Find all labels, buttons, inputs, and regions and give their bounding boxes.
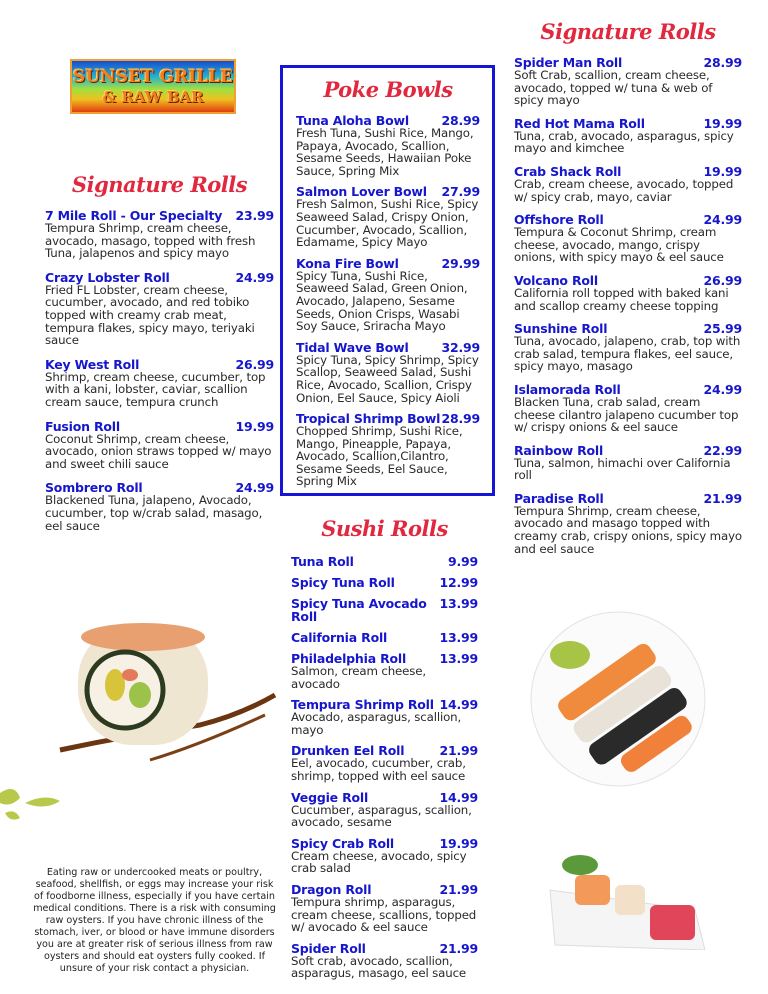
menu-item-description: Tuna, salmon, himachi over California roll: [514, 455, 731, 483]
menu-item-price: 19.99: [439, 835, 478, 851]
menu-item-description: Blacken Tuna, crab salad, cream cheese cilantro jalapeno cucumber top w/ crispy onions & eel sauce: [514, 394, 739, 435]
menu-item-price: 21.99: [439, 881, 478, 897]
menu-item: [514, 56, 742, 107]
menu-item-name: Paradise Roll: [514, 490, 604, 506]
menu-item-header: [291, 555, 478, 568]
menu-item-description: Tempura Shrimp, cream cheese, avocado, masago, topped with fresh Tuna, jalapenos and spicy mayo: [45, 221, 256, 261]
menu-item-name: Kona Fire Bowl: [296, 255, 399, 271]
menu-item-description: Soft crab, avocado, scallion, asparagus, masago, eel sauce: [291, 953, 467, 981]
menu-item-price: 9.99: [447, 554, 478, 569]
menu-item-name: 7 Mile Roll - Our Specialty: [45, 208, 223, 223]
menu-item-price: 12.99: [439, 575, 478, 590]
menu-item-price: 24.99: [235, 269, 274, 285]
menu-item-price: 21.99: [439, 940, 478, 956]
menu-item-header: [514, 383, 742, 396]
menu-item: [45, 209, 274, 260]
menu-item-price: 23.99: [235, 208, 274, 223]
menu-item-price: 21.99: [439, 743, 478, 759]
menu-item-description: Tempura & Coconut Shrimp, cream cheese, avocado, mango, crispy onions, with spicy mayo & eel sauce: [514, 225, 724, 265]
menu-item: [45, 420, 274, 471]
menu-item-header: [45, 358, 274, 371]
menu-item-price: 27.99: [441, 184, 480, 200]
menu-item-name: Fusion Roll: [45, 418, 120, 434]
menu-item-name: Drunken Eel Roll: [291, 743, 405, 759]
poke-bowls-section: [280, 65, 495, 496]
menu-item-description: Coconut Shrimp, cream cheese, avocado, onion straws topped w/ mayo and sweet chili sauce: [45, 431, 272, 471]
leaf-garnish-image: [0, 783, 70, 823]
menu-item-header: [291, 791, 478, 804]
menu-item-description: Spicy Tuna, Spicy Shrimp, Spicy Scallop, Seaweed Salad, Sushi Rice, Avocado, Scallion, Crispy Onion, Eel Sauce, Spicy Aioli: [296, 352, 479, 405]
menu-item-description: Tempura Shrimp, cream cheese, avocado and masago topped with creamy crab, crispy onions, spicy mayo and eel sauce: [514, 503, 742, 556]
menu-item: [45, 481, 274, 532]
menu-item: [291, 631, 478, 644]
menu-item-description: Soft Crab, scallion, cream cheese, avocado, topped w/ tuna & web of spicy mayo: [514, 68, 713, 108]
menu-item-price: 13.99: [439, 651, 478, 666]
signature-rolls-left-section: [45, 172, 274, 543]
menu-item-price: 28.99: [441, 113, 480, 128]
menu-item: [291, 791, 478, 829]
menu-item-description: Fresh Tuna, Sushi Rice, Mango, Papaya, Avocado, Scallion, Sesame Seeds, Hawaiian Poke Sauce, Spring Mix: [296, 126, 474, 178]
menu-item-description: Cucumber, asparagus, scallion, avocado, sesame: [291, 802, 472, 830]
menu-item-header: [291, 597, 478, 623]
logo-line-2: & RAW BAR: [102, 87, 204, 106]
menu-item-price: 26.99: [235, 356, 274, 372]
menu-item-name: Spider Man Roll: [514, 55, 623, 70]
section-heading: Signature Rolls: [540, 19, 716, 44]
menu-item-name: Crazy Lobster Roll: [45, 269, 170, 285]
menu-item-header: [291, 576, 478, 589]
menu-item-description: Shrimp, cream cheese, cucumber, top with a kani, lobster, caviar, scallion cream sauce, tempura crunch: [45, 369, 266, 409]
menu-item-header: [291, 942, 478, 955]
menu-item: [291, 942, 478, 980]
menu-item: [291, 698, 478, 736]
menu-item: [514, 492, 742, 555]
menu-item: [296, 341, 480, 404]
restaurant-logo: [70, 59, 236, 114]
food-safety-disclaimer: Eating raw or undercooked meats or poultry, seafood, shellfish, or eggs may increase your risk of foodborne illness, especially if you have certain medical conditions. There is a risk with consuming raw oysters. If you have chronic illness of the stomach, iver, or blood or have immune disorders you are at greater risk of serious illness from raw oysters and should eat oysters fully cooked. If unsure of your risk contact a physician.: [33, 867, 276, 974]
menu-item-name: Tuna Aloha Bowl: [296, 113, 409, 128]
menu-item: [45, 271, 274, 347]
menu-item-price: 26.99: [703, 272, 742, 288]
menu-item-price: 13.99: [439, 596, 478, 611]
menu-item-header: [514, 492, 742, 505]
menu-item-price: 24.99: [235, 480, 274, 496]
menu-item-price: 28.99: [703, 55, 742, 70]
menu-item: [296, 412, 480, 488]
menu-item-price: 14.99: [439, 697, 478, 713]
menu-item: [514, 444, 742, 482]
menu-item-description: Tempura shrimp, asparagus, cream cheese, scallions, topped w/ avocado & eel sauce: [291, 894, 477, 935]
menu-item: [514, 213, 742, 264]
sushi-rolls-section: [291, 516, 478, 988]
logo-line-1: SUNSET GRILLE: [73, 66, 233, 87]
menu-item: [514, 274, 742, 312]
menu-item-header: [45, 271, 274, 284]
menu-item-name: Red Hot Mama Roll: [514, 115, 645, 131]
menu-item: [291, 883, 478, 934]
menu-item-header: [514, 274, 742, 287]
section-heading: Signature Rolls: [71, 172, 248, 197]
menu-item: [296, 114, 480, 177]
menu-item-price: 24.99: [703, 212, 742, 228]
menu-item-name: Veggie Roll: [291, 789, 369, 805]
menu-item-name: Tidal Wave Bowl: [296, 339, 409, 355]
menu-item: [514, 117, 742, 155]
menu-item-header: [514, 117, 742, 130]
menu-item-description: Blackened Tuna, jalapeno, Avocado, cucumber, top w/crab salad, masago, eel sauce: [45, 493, 263, 533]
menu-item: [291, 597, 478, 623]
menu-item: [291, 744, 478, 782]
menu-item-name: Volcano Roll: [514, 272, 598, 288]
menu-item-price: 19.99: [703, 115, 742, 131]
menu-item-header: [514, 444, 742, 457]
sashimi-platter-image: [545, 850, 707, 950]
menu-item-description: Crab, cream cheese, avocado, topped w/ spicy crab, mayo, caviar: [514, 176, 734, 204]
menu-item-name: Islamorada Roll: [514, 381, 621, 397]
menu-item-price: 14.99: [439, 789, 478, 805]
menu-item-description: Spicy Tuna, Sushi Rice, Seaweed Salad, Green Onion, Avocado, Jalapeno, Sesame Seeds, Onion Crisps, Wasabi Soy Sauce, Sriracha Mayo: [296, 268, 468, 334]
menu-item-name: Tuna Roll: [291, 554, 354, 569]
menu-item-header: [291, 883, 478, 896]
menu-item-price: 19.99: [235, 418, 274, 434]
menu-item-price: 32.99: [441, 339, 480, 355]
menu-item-price: 22.99: [703, 442, 742, 458]
menu-item-name: Spider Roll: [291, 940, 366, 956]
menu-item-name: Spicy Tuna Avocado Roll: [291, 596, 427, 624]
menu-item: [296, 257, 480, 333]
menu-item: [514, 322, 742, 373]
menu-item-name: Key West Roll: [45, 356, 140, 372]
menu-item-description: Fresh Salmon, Sushi Rice, Spicy Seaweed Salad, Crispy Onion, Cucumber, Avocado, Scallion, Edamame, Spicy Mayo: [296, 197, 479, 250]
menu-item-name: California Roll: [291, 630, 388, 645]
menu-item-price: 25.99: [703, 321, 742, 337]
menu-item-header: [291, 837, 478, 850]
signature-rolls-right-section: [514, 19, 742, 565]
menu-item-name: Sombrero Roll: [45, 480, 143, 496]
menu-item: [514, 383, 742, 434]
sushi-roll-image: [50, 615, 280, 765]
section-heading: Poke Bowls: [323, 77, 453, 102]
menu-item-description: Salmon, cream cheese, avocado: [291, 664, 426, 691]
menu-item-name: Philadelphia Roll: [291, 651, 407, 666]
menu-item-price: 28.99: [441, 411, 480, 427]
section-heading: Sushi Rolls: [321, 516, 448, 541]
menu-item-description: Fried FL Lobster, cream cheese, cucumber, avocado, and red tobiko topped with creamy crab meat, tempura flakes, spicy mayo, teriyaki sauce: [45, 282, 255, 348]
menu-item-name: Spicy Tuna Roll: [291, 575, 395, 590]
menu-item: [291, 652, 478, 690]
menu-item-description: Cream cheese, avocado, spicy crab salad: [291, 848, 467, 876]
menu-item-name: Spicy Crab Roll: [291, 835, 394, 851]
menu-item-name: Dragon Roll: [291, 881, 372, 897]
menu-item-name: Salmon Lover Bowl: [296, 184, 427, 200]
menu-item-header: [291, 631, 478, 644]
menu-item: [291, 576, 478, 589]
menu-item-name: Tropical Shrimp Bowl: [296, 411, 441, 427]
menu-item-header: [296, 257, 480, 270]
menu-item-name: Rainbow Roll: [514, 442, 604, 458]
menu-item: [45, 358, 274, 409]
menu-item-price: 29.99: [441, 255, 480, 271]
menu-item-header: [45, 420, 274, 433]
menu-item: [291, 837, 478, 875]
menu-item-price: 13.99: [439, 630, 478, 645]
menu-item-price: 21.99: [703, 490, 742, 506]
menu-item-description: Tuna, crab, avocado, asparagus, spicy mayo and kimchee: [514, 128, 734, 156]
sushi-plate-image: [528, 610, 708, 788]
menu-item-price: 24.99: [703, 381, 742, 397]
menu-item-header: [296, 341, 480, 354]
menu-item: [291, 555, 478, 568]
menu-item-description: Eel, avocado, cucumber, crab, shrimp, topped with eel sauce: [291, 756, 466, 783]
menu-item-description: Avocado, asparagus, scallion, mayo: [291, 710, 462, 737]
menu-item-description: Tuna, avocado, jalapeno, crab, top with crab salad, tempura flakes, eel sauce, spicy mayo, masago: [514, 334, 741, 374]
menu-item-name: Crab Shack Roll: [514, 163, 622, 179]
menu-item-description: Chopped Shrimp, Sushi Rice, Mango, Pineapple, Papaya, Avocado, Scallion,Cilantro, Sesame Seeds, Eel Sauce, Spring Mix: [296, 424, 463, 489]
menu-item-price: 19.99: [703, 163, 742, 179]
menu-item-description: California roll topped with baked kani and scallop creamy cheese topping: [514, 285, 729, 313]
menu-item: [514, 165, 742, 203]
menu-item-name: Offshore Roll: [514, 212, 604, 228]
menu-item-name: Sunshine Roll: [514, 321, 608, 337]
menu-item-name: Tempura Shrimp Roll: [291, 697, 434, 713]
menu-item: [296, 185, 480, 248]
